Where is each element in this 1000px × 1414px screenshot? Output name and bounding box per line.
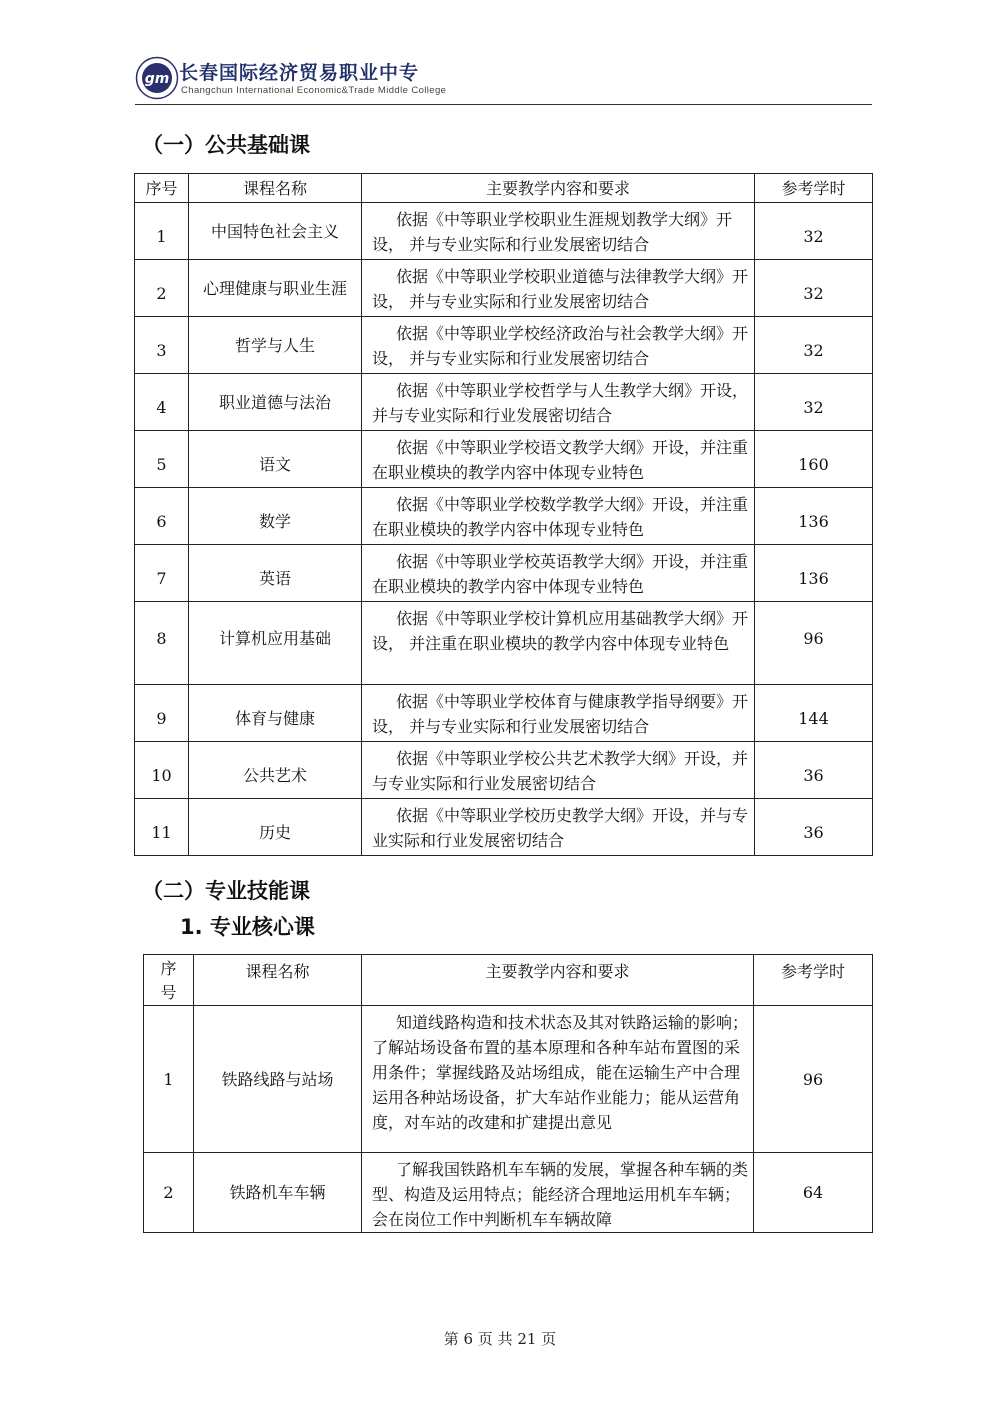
row-number: 8: [135, 602, 189, 685]
row-number: 11: [135, 799, 189, 856]
logo-text: gm: [144, 71, 170, 87]
row-number: 6: [135, 488, 189, 545]
course-name: 英语: [189, 545, 362, 602]
row-number: 10: [135, 742, 189, 799]
course-name: 职业道德与法治: [189, 374, 362, 431]
course-name: 哲学与人生: [189, 317, 362, 374]
table-row: [135, 203, 873, 260]
course-name: 中国特色社会主义: [189, 203, 362, 260]
course-hours: 136: [755, 488, 873, 545]
table-row: [135, 685, 873, 742]
table-row: [144, 1006, 873, 1153]
course-name: 体育与健康: [189, 685, 362, 742]
column-header-course-name: 课程名称: [189, 174, 362, 203]
row-number: 2: [144, 1153, 194, 1233]
course-hours: 64: [754, 1153, 873, 1233]
course-requirements: 依据《中等职业学校历史教学大纲》开设，并与专业实际和行业发展密切结合: [362, 799, 755, 856]
course-requirements: 了解我国铁路机车车辆的发展，掌握各种车辆的类型、构造及运用特点；能经济合理地运用机车车辆；会在岗位工作中判断机车车辆故障: [362, 1153, 754, 1233]
course-hours: 96: [755, 602, 873, 685]
course-requirements: 依据《中等职业学校计算机应用基础教学大纲》开设， 并注重在职业模块的教学内容中体现专业特色: [362, 602, 755, 685]
course-requirements: 知道线路构造和技术状态及其对铁路运输的影响；了解站场设备布置的基本原理和各种车站布置图的采用条件；掌握线路及站场组成，能在运输生产中合理运用各种站场设备，扩大车站作业能力；能从运营角度，对车站的改建和扩建提出意见: [362, 1006, 754, 1153]
course-requirements: 依据《中等职业学校职业道德与法律教学大纲》开设， 并与专业实际和行业发展密切结合: [362, 260, 755, 317]
table-row: [135, 260, 873, 317]
course-hours: 96: [754, 1006, 873, 1153]
column-header-course-name: 课程名称: [194, 955, 362, 1006]
course-requirements: 依据《中等职业学校语文教学大纲》开设，并注重在职业模块的教学内容中体现专业特色: [362, 431, 755, 488]
row-number: 9: [135, 685, 189, 742]
row-number: 2: [135, 260, 189, 317]
core-courses-table: [143, 954, 873, 1233]
column-header-content: 主要教学内容和要求: [362, 174, 755, 203]
column-header-number: 序号: [144, 955, 194, 1006]
row-number: 1: [144, 1006, 194, 1153]
table-row: [135, 431, 873, 488]
course-hours: 32: [755, 317, 873, 374]
table-header-row: [144, 955, 873, 1006]
course-hours: 32: [755, 260, 873, 317]
course-requirements: 依据《中等职业学校经济政治与社会教学大纲》开设， 并与专业实际和行业发展密切结合: [362, 317, 755, 374]
public-courses-table: [134, 173, 873, 856]
course-hours: 36: [755, 742, 873, 799]
row-number: 4: [135, 374, 189, 431]
course-name: 心理健康与职业生涯: [189, 260, 362, 317]
table-row: [135, 799, 873, 856]
course-name: 语文: [189, 431, 362, 488]
course-requirements: 依据《中等职业学校数学教学大纲》开设，并注重在职业模块的教学内容中体现专业特色: [362, 488, 755, 545]
page-header: [135, 52, 871, 106]
course-hours: 36: [755, 799, 873, 856]
table-row: [135, 742, 873, 799]
course-hours: 32: [755, 374, 873, 431]
table-row: [135, 488, 873, 545]
school-name-cn: 长春国际经济贸易职业中专: [179, 62, 420, 84]
course-name: 计算机应用基础: [189, 602, 362, 685]
course-hours: 32: [755, 203, 873, 260]
table-row: [135, 602, 873, 685]
section-title-public-courses: （一）公共基础课: [142, 133, 310, 157]
course-hours: 160: [755, 431, 873, 488]
course-requirements: 依据《中等职业学校哲学与人生教学大纲》开设， 并与专业实际和行业发展密切结合: [362, 374, 755, 431]
course-name: 铁路机车车辆: [194, 1153, 362, 1233]
course-hours: 144: [755, 685, 873, 742]
row-number: 1: [135, 203, 189, 260]
course-name: 历史: [189, 799, 362, 856]
column-header-hours: 参考学时: [755, 174, 873, 203]
column-header-hours: 参考学时: [754, 955, 873, 1006]
table-row: [135, 545, 873, 602]
course-requirements: 依据《中等职业学校体育与健康教学指导纲要》开设， 并与专业实际和行业发展密切结合: [362, 685, 755, 742]
course-requirements: 依据《中等职业学校公共艺术教学大纲》开设，并与专业实际和行业发展密切结合: [362, 742, 755, 799]
section-title-professional-courses: （二）专业技能课: [142, 879, 310, 903]
course-name: 数学: [189, 488, 362, 545]
school-name-en: Changchun International Economic&Trade Middle College: [181, 85, 447, 96]
column-header-number: 序号: [135, 174, 189, 203]
course-name: 公共艺术: [189, 742, 362, 799]
row-number: 3: [135, 317, 189, 374]
row-number: 5: [135, 431, 189, 488]
row-number: 7: [135, 545, 189, 602]
header-divider: [135, 104, 872, 105]
course-requirements: 依据《中等职业学校职业生涯规划教学大纲》开设， 并与专业实际和行业发展密切结合: [362, 203, 755, 260]
table-header-row: [135, 174, 873, 203]
course-name: 铁路线路与站场: [194, 1006, 362, 1153]
course-hours: 136: [755, 545, 873, 602]
table-row: [135, 374, 873, 431]
column-header-content: 主要教学内容和要求: [362, 955, 754, 1006]
course-requirements: 依据《中等职业学校英语教学大纲》开设，并注重在职业模块的教学内容中体现专业特色: [362, 545, 755, 602]
subsection-title-core-courses: 1. 专业核心课: [180, 915, 315, 939]
table-row: [144, 1153, 873, 1233]
school-logo-icon: [135, 56, 179, 100]
page-footer: 第 6 页 共 21 页: [443, 1330, 557, 1348]
table-row: [135, 317, 873, 374]
